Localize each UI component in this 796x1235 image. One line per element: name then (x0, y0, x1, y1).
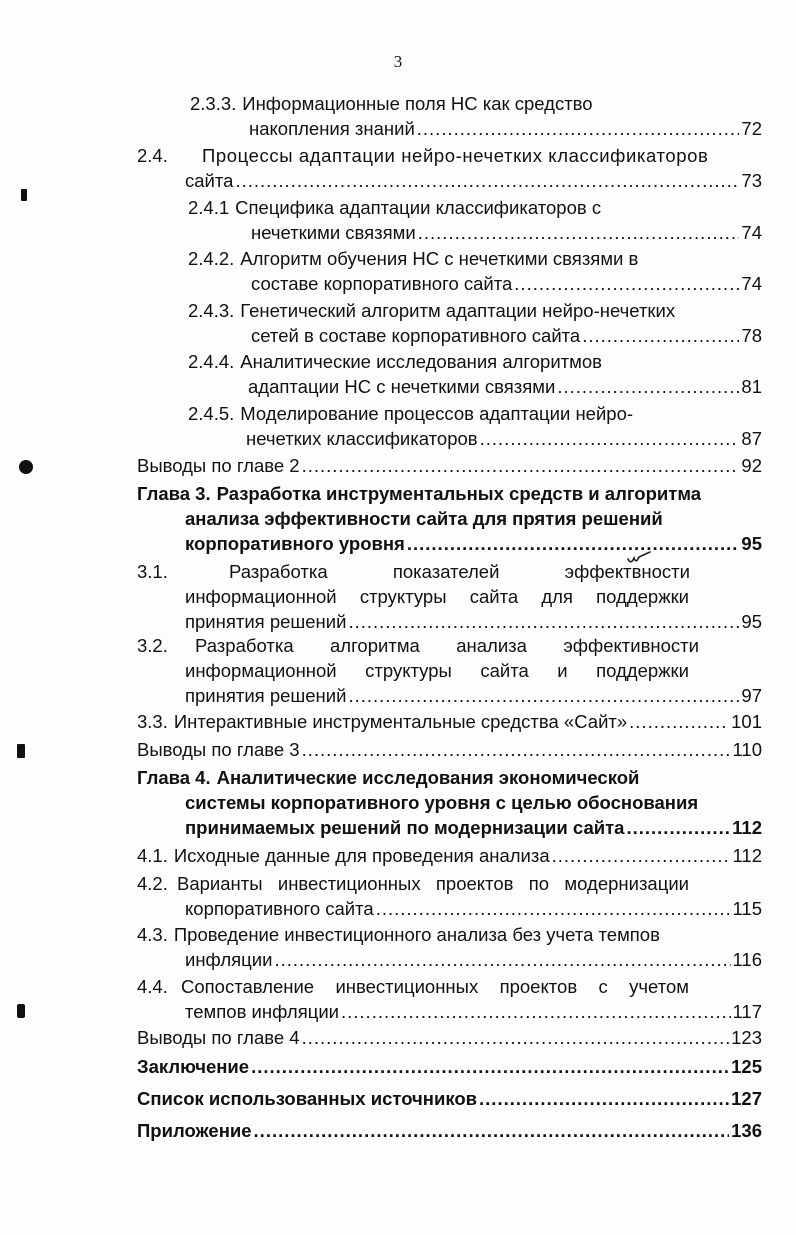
toc-entry-title-line: Приложение (137, 1120, 252, 1141)
toc-leader-dots (341, 999, 731, 1024)
toc-leader-dots (254, 1118, 730, 1143)
toc-entry-page: 136 (731, 1120, 762, 1141)
toc-entry-2-4-1[interactable] (188, 195, 762, 245)
toc-entry-title-line: анализа эффективности сайта для прятия решений (185, 508, 663, 529)
toc-entry-number: Глава 4. (137, 767, 211, 788)
toc-leader-dots (557, 374, 739, 399)
scan-mark (17, 1004, 25, 1018)
toc-entry-page: 117 (732, 1001, 762, 1022)
toc-entry-page: 87 (741, 428, 762, 449)
toc-entry-title-line: Процессы адаптации нейро-нечетких классификаторов (202, 145, 709, 166)
toc-leader-dots (302, 737, 731, 762)
toc-entry-conclusions-ch2[interactable] (137, 453, 762, 478)
toc-entry-2-4-4[interactable] (188, 349, 762, 399)
toc-entry-page: 78 (741, 325, 762, 346)
toc-entry-title-line: темпов инфляции (185, 1001, 339, 1022)
toc-entry-title-line: информационной структуры сайта для поддержки (185, 586, 689, 607)
toc-entry-number: 4.2. (137, 873, 168, 894)
toc-entry-page: 127 (731, 1088, 762, 1109)
toc-entry-number: 4.3. (137, 924, 168, 945)
toc-entry-2-4-5[interactable] (188, 401, 762, 451)
toc-entry-2-4-2[interactable] (188, 246, 762, 296)
toc-entry-title-line: Разработка показателей эффектвности (229, 561, 690, 582)
toc-entry-page: 95 (741, 611, 762, 632)
toc-entry-title-line: системы корпоративного уровня с целью обоснования (185, 792, 699, 813)
toc-entry-number: 2.4.1 (188, 197, 230, 218)
toc-leader-dots (552, 843, 731, 868)
toc-entry-title-line: Аналитические исследования экономической (216, 767, 640, 788)
toc-entry-title-line: Моделирование процессов адаптации нейро- (240, 403, 634, 424)
toc-entry-title-line: Интерактивные инструментальные средства «Сайт» (173, 711, 628, 732)
toc-entry-chapter-4[interactable] (137, 765, 762, 840)
toc-entry-title-line: корпоративного уровня (185, 533, 405, 554)
toc-entry-title-line: нечетких классификаторов (246, 428, 478, 449)
scan-mark (17, 744, 25, 758)
toc-entry-3-2[interactable] (137, 633, 762, 708)
toc-leader-dots (480, 426, 740, 451)
toc-entry-page: 97 (741, 685, 762, 706)
toc-entry-chapter-3[interactable] (137, 481, 762, 556)
toc-entry-title-line: Разработка инструментальных средств и алгоритма (216, 483, 702, 504)
toc-entry-page: 73 (741, 170, 762, 191)
toc-leader-dots (514, 271, 739, 296)
scan-mark (21, 189, 27, 201)
toc-entry-number: 3.3. (137, 711, 168, 732)
toc-entry-title-line: Аналитические исследования алгоритмов (240, 351, 602, 372)
toc-leader-dots (479, 1086, 729, 1111)
toc-entry-title-line: Выводы по главе 4 (137, 1027, 300, 1048)
toc-entry-page: 81 (741, 376, 762, 397)
toc-leader-dots (417, 116, 740, 141)
toc-entry-title-line: принимаемых решений по модернизации сайта (185, 817, 625, 838)
toc-entry-page: 112 (732, 817, 762, 838)
toc-entry-conclusions-ch4[interactable] (137, 1025, 762, 1050)
toc-entry-title-line: Варианты инвестиционных проектов по модернизации (177, 873, 689, 894)
toc-leader-dots (582, 323, 739, 348)
toc-entry-conclusion[interactable] (137, 1054, 762, 1079)
toc-entry-4-3[interactable] (137, 922, 762, 972)
toc-leader-dots (407, 531, 740, 556)
toc-leader-dots (348, 683, 739, 708)
toc-entry-2-3-3[interactable] (190, 91, 762, 141)
toc-entry-title-line: Заключение (137, 1056, 250, 1077)
toc-entry-page: 101 (731, 711, 762, 732)
toc-entry-title-line: Выводы по главе 2 (137, 455, 300, 476)
toc-entry-page: 92 (741, 455, 762, 476)
toc-leader-dots (418, 220, 740, 245)
toc-entry-3-1[interactable] (137, 559, 762, 634)
scan-mark (19, 460, 33, 474)
toc-entry-page: 74 (741, 273, 762, 294)
toc-entry-number: 2.4. (137, 145, 168, 166)
toc-entry-page: 112 (732, 845, 762, 866)
toc-entry-references[interactable] (137, 1086, 762, 1111)
toc-entry-title-line: Проведение инвестиционного анализа без учета темпов (173, 924, 660, 945)
toc-entry-page: 110 (732, 739, 762, 760)
toc-entry-number: 2.4.2. (188, 248, 235, 269)
toc-entry-title-line: составе корпоративного сайта (251, 273, 513, 294)
toc-entry-title-line: сайта (185, 170, 234, 191)
toc-entry-title-line: Список использованных источников (137, 1088, 478, 1109)
toc-entry-title-line: сетей в составе корпоративного сайта (251, 325, 581, 346)
toc-entry-2-4-3[interactable] (188, 298, 762, 348)
toc-entry-number: 2.3.3. (190, 93, 237, 114)
toc-leader-dots (376, 896, 731, 921)
toc-entry-page: 74 (741, 222, 762, 243)
toc-entry-title-line: Выводы по главе 3 (137, 739, 300, 760)
toc-entry-2-4[interactable] (137, 143, 762, 193)
toc-entry-number: Глава 3. (137, 483, 211, 504)
toc-entry-4-1[interactable] (137, 843, 762, 868)
toc-entry-number: 2.4.5. (188, 403, 235, 424)
toc-leader-dots (302, 453, 740, 478)
toc-entry-title-line: нечеткими связями (251, 222, 416, 243)
toc-entry-title-line: Сопоставление инвестиционных проектов с учетом (181, 976, 689, 997)
toc-entry-title-line: инфляции (185, 949, 273, 970)
toc-entry-page: 116 (732, 949, 762, 970)
toc-entry-title-line: накопления знаний (249, 118, 415, 139)
toc-entry-number: 4.1. (137, 845, 168, 866)
toc-leader-dots (348, 609, 739, 634)
toc-leader-dots (235, 168, 739, 193)
toc-entry-number: 3.2. (137, 635, 168, 656)
toc-entry-page: 123 (731, 1027, 762, 1048)
toc-entry-3-3[interactable] (137, 709, 762, 734)
toc-entry-title-line: Разработка алгоритма анализа эффективности (195, 635, 699, 656)
toc-entry-page: 125 (731, 1056, 762, 1077)
toc-entry-number: 3.1. (137, 561, 168, 582)
toc-entry-title-line: адаптации НС с нечеткими связями (248, 376, 556, 397)
toc-entry-page: 115 (732, 898, 762, 919)
toc-entry-appendix[interactable] (137, 1118, 762, 1143)
toc-entry-title-line: Специфика адаптации классификаторов с (235, 197, 602, 218)
toc-leader-dots (629, 709, 729, 734)
toc-entry-4-2[interactable] (137, 871, 762, 921)
toc-entry-title-line: Информационные поля НС как средство (242, 93, 593, 114)
toc-entry-number: 2.4.3. (188, 300, 235, 321)
toc-entry-title-line: Генетический алгоритм адаптации нейро-нечетких (240, 300, 676, 321)
toc-leader-dots (626, 815, 730, 840)
toc-entry-title-line: информационной структуры сайта и поддержки (185, 660, 689, 681)
toc-entry-conclusions-ch3[interactable] (137, 737, 762, 762)
toc-leader-dots (274, 947, 730, 972)
toc-entry-title-line: Алгоритм обучения НС с нечеткими связями в (240, 248, 639, 269)
toc-leader-dots (302, 1025, 730, 1050)
page-number: 3 (393, 52, 403, 71)
handwritten-correction-mark (626, 550, 652, 568)
toc-entry-page: 72 (741, 118, 762, 139)
toc-entry-4-4[interactable] (137, 974, 762, 1024)
toc-leader-dots (251, 1054, 729, 1079)
toc-entry-number: 2.4.4. (188, 351, 235, 372)
toc-entry-title-line: принятия решений (185, 611, 347, 632)
toc-entry-title-line: принятия решений (185, 685, 347, 706)
toc-entry-title-line: Исходные данные для проведения анализа (173, 845, 550, 866)
toc-entry-page: 95 (741, 533, 762, 554)
toc-entry-title-line: корпоративного сайта (185, 898, 374, 919)
toc-entry-number: 4.4. (137, 976, 168, 997)
